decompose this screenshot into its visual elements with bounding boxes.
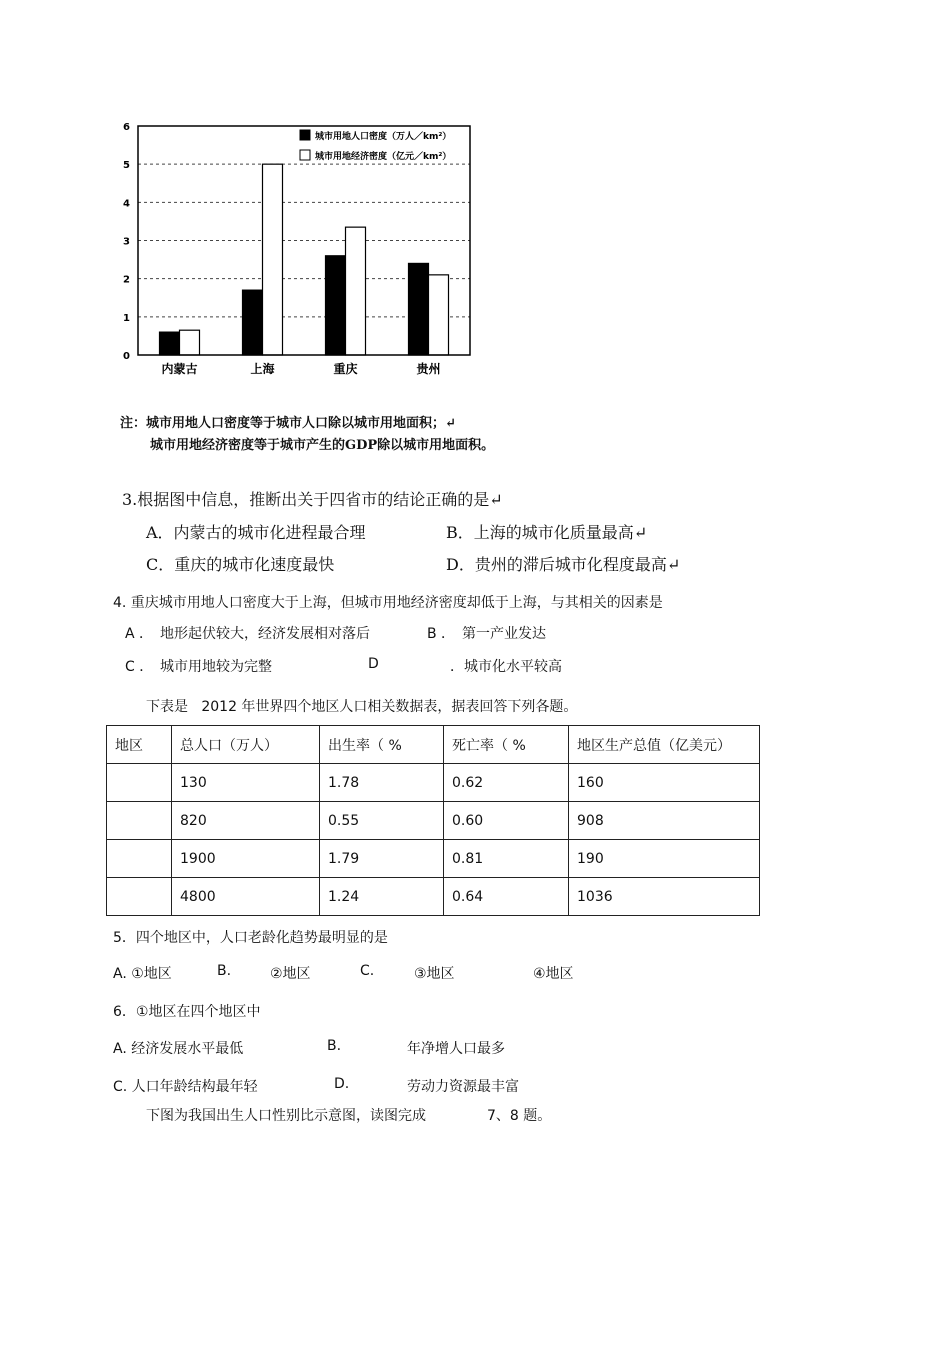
q7-8-intro-range: 7、8 题。 [487, 1108, 552, 1124]
q5-option-d: ④地区 [533, 966, 574, 982]
cell-death-rate: 0.60 [444, 802, 569, 840]
q4-option-d-letter: D [368, 656, 379, 672]
cell-gdp: 160 [569, 764, 760, 802]
q6-option-d-letter: D. [334, 1076, 350, 1092]
y-tick-label: 0 [123, 351, 130, 362]
bar-economic-density [180, 330, 200, 355]
q7-8-intro: 下图为我国出生人口性别比示意图，读图完成 [146, 1108, 426, 1124]
bar-population-density [326, 256, 346, 355]
cell-region [107, 878, 172, 916]
y-tick-label: 3 [123, 236, 130, 248]
table-intro: 下表是 2012 年世界四个地区人口相关数据表，据表回答下列各题。 [146, 699, 578, 715]
table-row [107, 802, 760, 840]
q4-option-b-letter: B ． [427, 626, 456, 642]
y-tick-label: 1 [123, 312, 130, 324]
cell-population: 130 [172, 764, 320, 802]
q5-option-a: A. ①地区 [113, 966, 172, 982]
q4-option-a-letter: A ． [125, 626, 154, 642]
cell-population: 4800 [172, 878, 320, 916]
q4-option-b: 第一产业发达 [462, 626, 546, 642]
bar-population-density [243, 290, 263, 355]
cell-gdp: 190 [569, 840, 760, 878]
header-birth-rate: 出生率（ % [320, 726, 444, 764]
cell-birth-rate: 1.78 [320, 764, 444, 802]
q6-option-c: C. 人口年龄结构最年轻 [113, 1079, 258, 1095]
q5-option-b: ②地区 [270, 966, 311, 982]
legend-label-economy: 城市用地经济密度（亿元／km²） [315, 152, 452, 162]
cell-birth-rate: 0.55 [320, 802, 444, 840]
q6-option-a: A. 经济发展水平最低 [113, 1041, 244, 1057]
q4-option-d: ．城市化水平较高 [450, 659, 562, 675]
q6-stem: 6．①地区在四个地区中 [113, 1004, 261, 1020]
q6-option-b: 年净增人口最多 [407, 1041, 505, 1057]
legend-swatch-population [300, 130, 310, 140]
chart-legend [300, 130, 451, 162]
table-row [107, 840, 760, 878]
q5-option-c: ③地区 [414, 966, 455, 982]
y-tick-label: 5 [123, 160, 130, 172]
q3-option-a: A．内蒙古的城市化进程最合理 [146, 523, 366, 542]
x-tick-label: 内蒙古 [161, 362, 198, 376]
bar-economic-density [346, 227, 366, 355]
q3-option-d: D．贵州的滞后城市化程度最高↵ [446, 555, 681, 574]
y-tick-label: 2 [123, 274, 130, 286]
legend-swatch-economy [300, 150, 310, 160]
cell-population: 1900 [172, 840, 320, 878]
q4-option-c: 城市用地较为完整 [160, 659, 272, 675]
cell-birth-rate: 1.24 [320, 878, 444, 916]
chart-bars [160, 164, 449, 355]
bar-economic-density [429, 275, 449, 355]
chart-note-line2: 城市用地经济密度等于城市产生的GDP除以城市用地面积。 [150, 438, 495, 453]
bar-economic-density [263, 164, 283, 355]
cell-birth-rate: 1.79 [320, 840, 444, 878]
cell-gdp: 908 [569, 802, 760, 840]
table-row [107, 878, 760, 916]
cell-population: 820 [172, 802, 320, 840]
table-row [107, 764, 760, 802]
cell-region [107, 764, 172, 802]
q3-option-b: B．上海的城市化质量最高↵ [446, 523, 648, 542]
x-axis-labels [161, 361, 440, 376]
y-tick-label: 4 [123, 198, 130, 210]
y-tick-label: 6 [123, 122, 130, 133]
y-axis-ticks [123, 122, 130, 362]
header-death-rate: 死亡率（ % [444, 726, 569, 764]
q5-option-c-letter: C. [360, 963, 375, 979]
table-header-row [107, 726, 760, 764]
q4-option-c-letter: C ． [125, 659, 154, 675]
header-gdp: 地区生产总值（亿美元） [569, 726, 760, 764]
cell-region [107, 802, 172, 840]
cell-gdp: 1036 [569, 878, 760, 916]
q6-option-b-letter: B. [327, 1038, 342, 1054]
q4-stem: 4. 重庆城市用地人口密度大于上海，但城市用地经济密度却低于上海，与其相关的因素是 [113, 595, 663, 611]
q6-option-d: 劳动力资源最丰富 [407, 1079, 519, 1095]
x-tick-label: 上海 [250, 362, 275, 376]
q5-stem: 5．四个地区中，人口老龄化趋势最明显的是 [113, 930, 388, 946]
population-data-table [106, 725, 760, 916]
legend-label-population: 城市用地人口密度（万人／km²） [315, 132, 452, 142]
cell-death-rate: 0.64 [444, 878, 569, 916]
chart-note-line1: 注：城市用地人口密度等于城市人口除以城市用地面积；↵ [120, 416, 456, 431]
bar-chart [110, 115, 490, 385]
cell-death-rate: 0.81 [444, 840, 569, 878]
x-tick-label: 贵州 [416, 362, 441, 376]
header-population: 总人口（万人） [172, 726, 320, 764]
q4-option-a: 地形起伏较大，经济发展相对落后 [160, 626, 370, 642]
q3-stem: 3.根据图中信息，推断出关于四省市的结论正确的是↵ [122, 490, 503, 509]
header-region: 地区 [107, 726, 172, 764]
q3-option-c: C．重庆的城市化速度最快 [146, 555, 335, 574]
cell-region [107, 840, 172, 878]
bar-population-density [160, 332, 180, 355]
cell-death-rate: 0.62 [444, 764, 569, 802]
q5-option-b-letter: B. [217, 963, 232, 979]
x-tick-label: 重庆 [333, 362, 358, 376]
bar-population-density [409, 263, 429, 355]
